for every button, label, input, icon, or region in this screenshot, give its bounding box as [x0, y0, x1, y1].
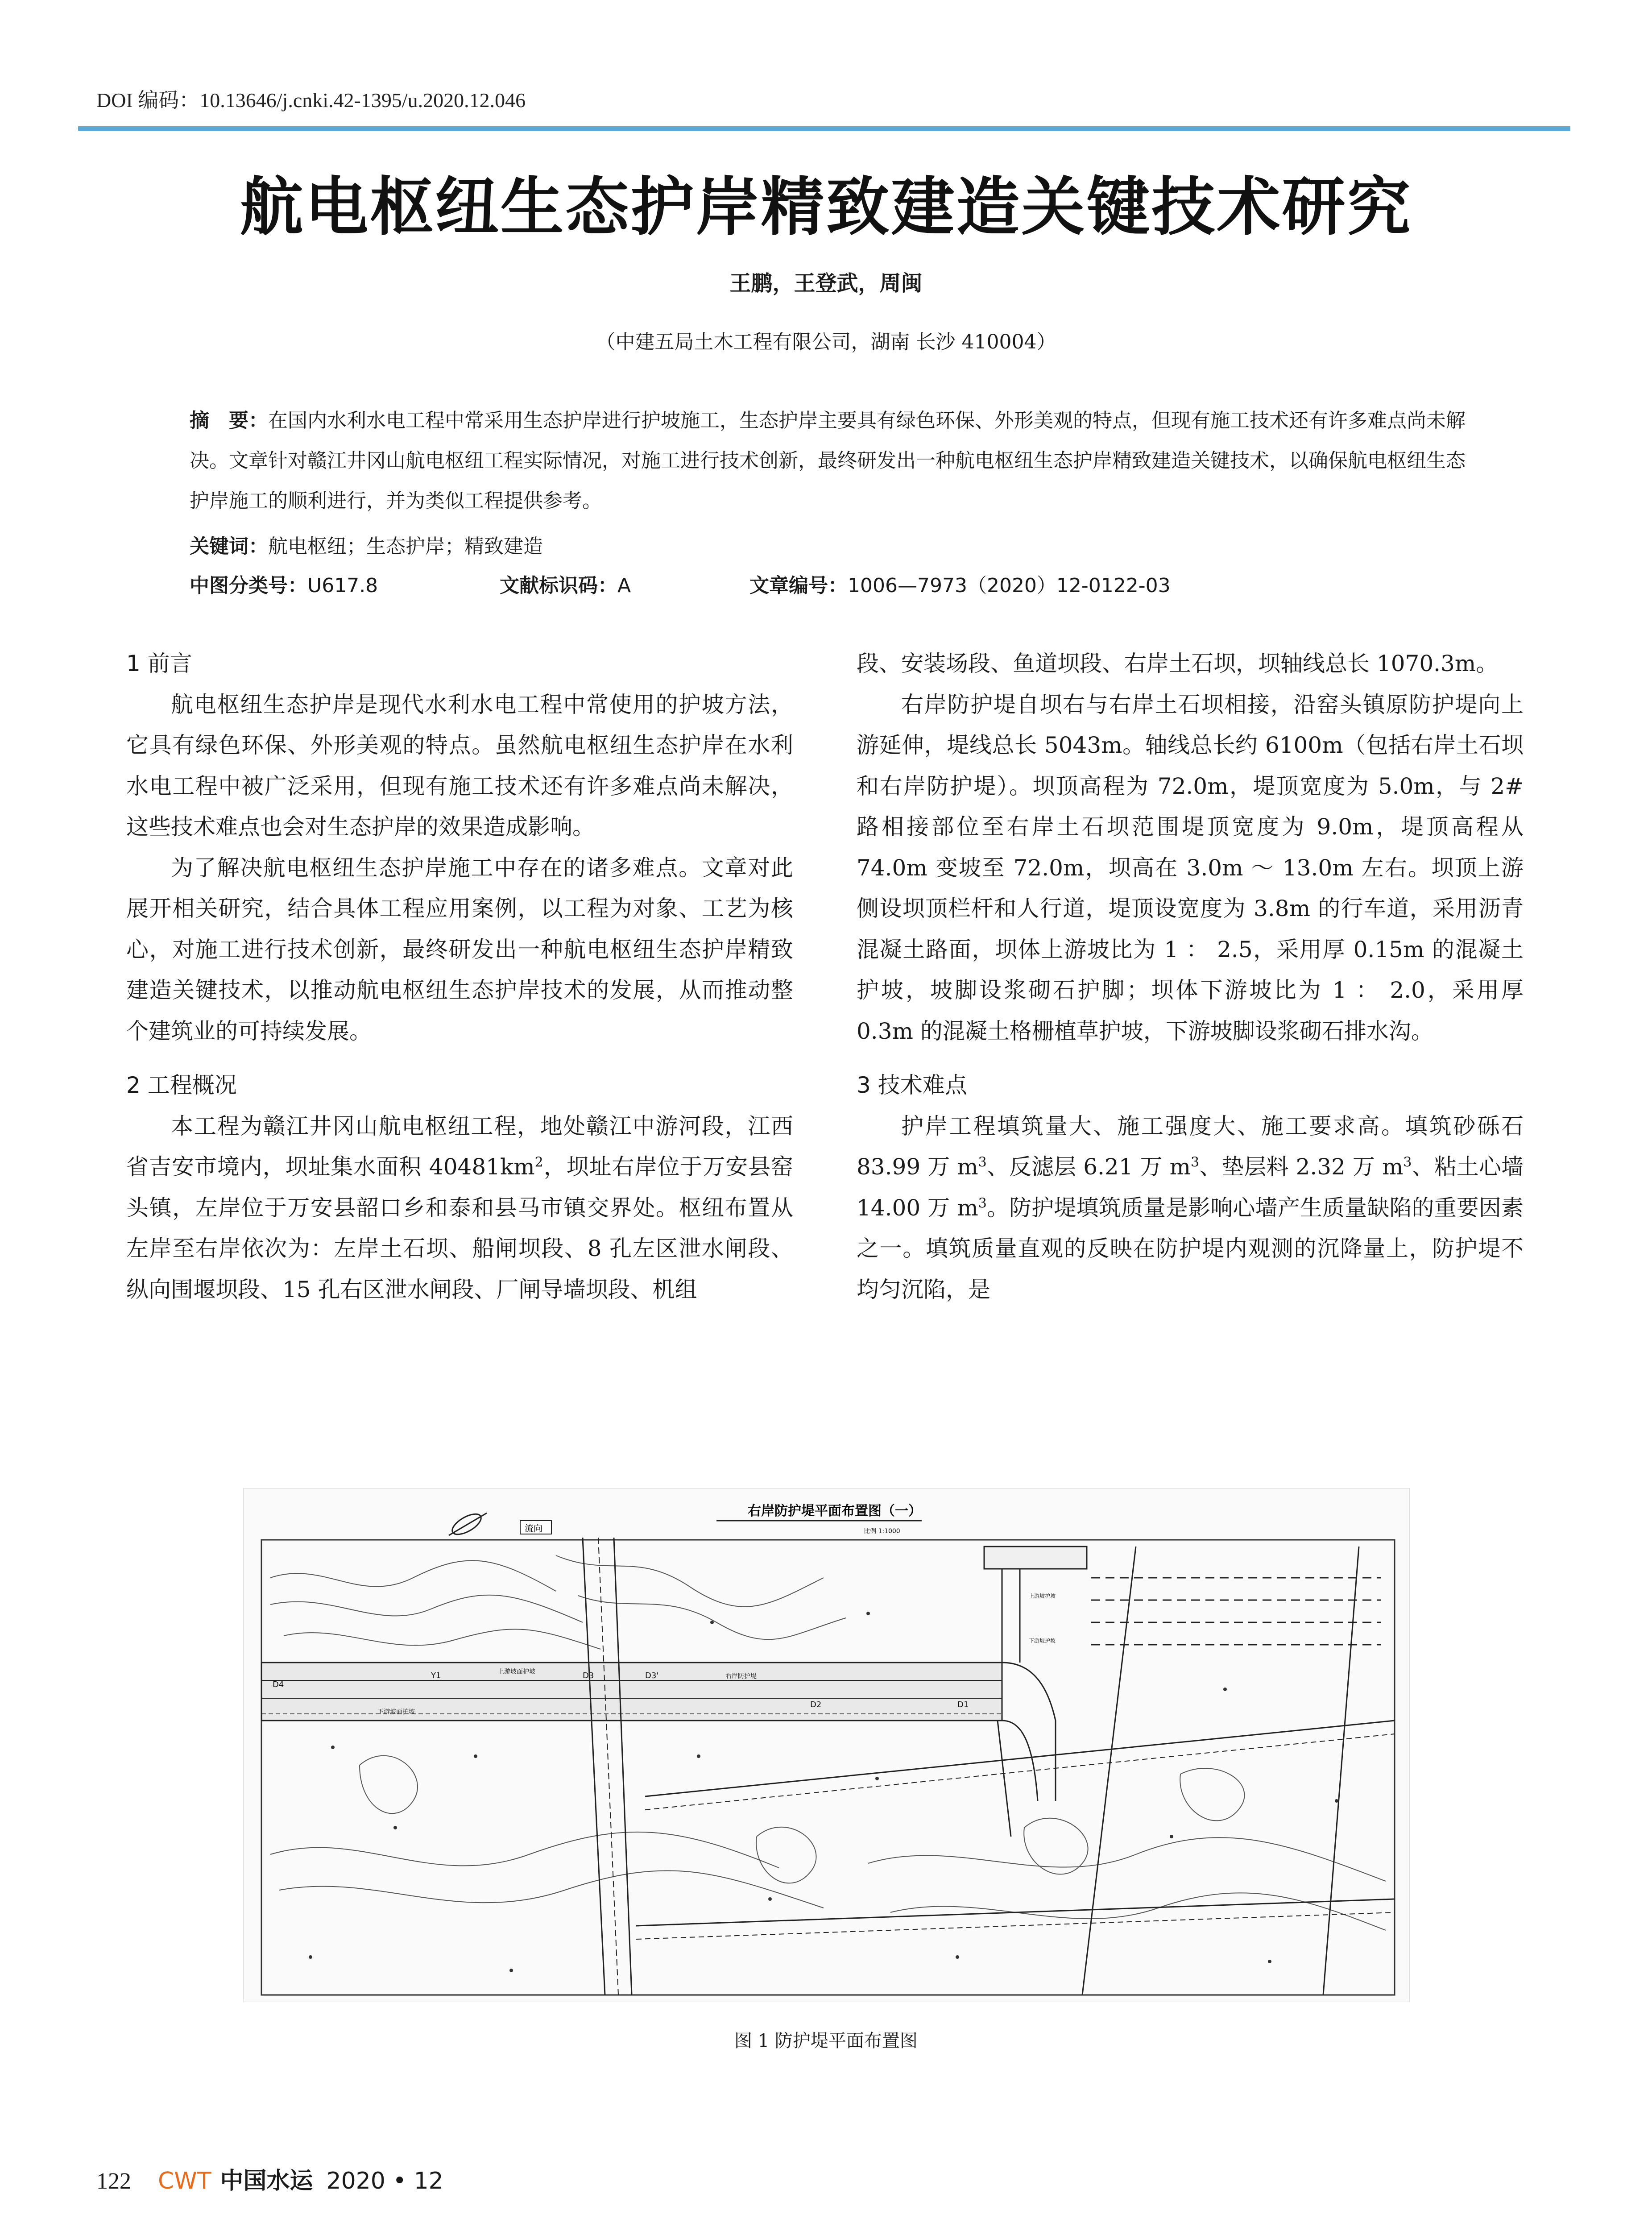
drawing-title: 右岸防护堤平面布置图（一）	[748, 1503, 922, 1519]
clc-value: U617.8	[307, 574, 378, 597]
section-2-para-1: 本工程为赣江井冈山航电枢纽工程，地处赣江中游河段，江西省吉安市境内，坝址集水面积 $40481km^2$，坝址右岸位于万安县窑头镇，左岸位于万安县韶口乡和泰和县马市镇交界处。枢纽布置从左岸至右岸依次为：左岸土石坝、船闸坝段、8 孔左区泄水闸段、纵向围堰坝段、15 孔右区泄水闸段、厂闸导墙坝段、机组	[126, 1113, 793, 1302]
clc-label: 中图分类号：	[190, 574, 307, 597]
abstract-text: 在国内水利水电工程中常采用生态护岸进行护坡施工，生态护岸主要具有绿色环保、外形美观的特点，但现有施工技术还有许多难点尚未解决。文章针对赣江井冈山航电枢纽工程实际情况，对施工进行技术创新，最终研发出一种航电枢纽生态护岸精致建造关键技术，以确保航电枢纽生态护岸施工的顺利进行，并为类似工程提供参考。	[190, 409, 1466, 512]
label-d4: D4	[273, 1680, 284, 1689]
brand-cwt: CWT	[158, 2168, 211, 2194]
magazine-name: 中国水运	[220, 2167, 313, 2194]
section-3-title: 3 技术难点	[857, 1072, 967, 1098]
drawing-scale: 比例 1:1000	[864, 1528, 900, 1535]
figure-plan-drawing	[243, 1488, 1410, 2002]
label-y1: Y1	[431, 1671, 441, 1680]
section-1-title: 1 前言	[126, 651, 192, 676]
keywords-label: 关键词：	[190, 535, 268, 558]
keywords	[190, 527, 1466, 567]
header-rule	[78, 126, 1570, 131]
abstract	[190, 401, 1466, 521]
label-downstream-slope: 下游坡面护坡	[377, 1708, 415, 1716]
page-number: 122	[96, 2169, 131, 2194]
doc-code	[500, 569, 631, 598]
doc-label: 文献标识码：	[500, 574, 617, 597]
label-d3p: D3'	[645, 1671, 659, 1680]
section-2-para-2: 右岸防护堤自坝右与右岸土石坝相接，沿窑头镇原防护堤向上游延伸，堤线总长 5043m。轴线总长约 6100m（包括右岸土石坝和右岸防护堤）。坝顶高程为 72.0m，堤顶宽度为 5.0m，与 2# 路相接部位至右岸土石坝范围堤顶宽度为 9.0m，堤顶高程从 74.0m 变坡至 72.0m，坝高在 3.0m ～ 13.0m 左右。坝顶上游侧设坝顶栏杆和人行道，堤顶设宽度为 3.8m 的行车道，采用沥青混凝土路面，坝体上游坡比为 1 ： 2.5，采用厚 0.15m 的混凝土护坡，坡脚设浆砌石护脚；坝体下游坡比为 1 ： 2.0，采用厚 0.3m 的混凝土格栅植草护坡，下游坡脚设浆砌石排水沟。	[857, 691, 1524, 1044]
paper-title: 航电枢纽生态护岸精致建造关键技术研究	[240, 170, 1412, 244]
doc-value: A	[617, 574, 631, 597]
label-right-levee: 右岸防护堤	[725, 1673, 757, 1680]
art-label: 文章编号：	[749, 574, 848, 597]
label-d3: D3	[583, 1671, 594, 1680]
figure-caption: 图 1 防护堤平面布置图	[734, 2031, 918, 2051]
art-value: 1006—7973（2020）12-0122-03	[848, 574, 1171, 597]
section-1-para-1: 航电枢纽生态护岸是现代水利水电工程中常使用的护坡方法，它具有绿色环保、外形美观的特点。虽然航电枢纽生态护岸在水利水电工程中被广泛采用，但现有施工技术还有许多难点尚未解决，这些技术难点也会对生态护岸的效果造成影响。	[126, 691, 793, 840]
label-d2: D2	[810, 1700, 822, 1709]
section-2-para-1-cont: 段、安装场段、鱼道坝段、右岸土石坝，坝轴线总长 1070.3m。	[857, 651, 1499, 676]
right-column	[857, 643, 1524, 1310]
label-down-slope: 下游坡护坡	[1029, 1638, 1056, 1644]
label-upstream-slope: 上游坡面护坡	[498, 1668, 535, 1675]
abstract-label: 摘 要：	[190, 409, 268, 432]
section-3-para-1: 护岸工程填筑量大、施工强度大、施工要求高。填筑砂砾石 83.99 万 $m^3$、反滤层 6.21 万 $m^3$、垫层料 2.32 万 $m^3$、粘土心墙 14.00 万 $m^3$。防护堤填筑质量是影响心墙产生质量缺陷的重要因素之一。填筑质量直观的反映在防护堤内观测的沉降量上，防护堤不均匀沉陷，是	[857, 1113, 1524, 1302]
section-1-para-2: 为了解决航电枢纽生态护岸施工中存在的诸多难点。文章对此展开相关研究，结合具体工程应用案例，以工程为对象、工艺为核心，对施工进行技术创新，最终研发出一种航电枢纽生态护岸精致建造关键技术，以推动航电枢纽生态护岸技术的发展，从而推动整个建筑业的可持续发展。	[126, 854, 793, 1044]
clc-number	[190, 569, 378, 598]
flow-label: 流向	[525, 1523, 542, 1534]
section-2-title: 2 工程概况	[126, 1072, 237, 1098]
keywords-text: 航电枢纽；生态护岸；精致建造	[268, 535, 543, 558]
issue-date: 2020 • 12	[326, 2168, 443, 2194]
label-up-slope: 上游坡护坡	[1029, 1593, 1056, 1599]
page-footer	[96, 2162, 443, 2195]
left-column	[126, 643, 793, 1310]
article-number	[749, 569, 1171, 598]
doi-line: DOI 编码：10.13646/j.cnki.42-1395/u.2020.12.046	[96, 89, 526, 112]
plan-drawing-svg	[244, 1489, 1409, 2002]
authors: 王鹏，王登武，周闽	[729, 271, 923, 296]
label-d1: D1	[957, 1700, 969, 1709]
affiliation: （中建五局土木工程有限公司，湖南 长沙 410004）	[596, 331, 1056, 353]
